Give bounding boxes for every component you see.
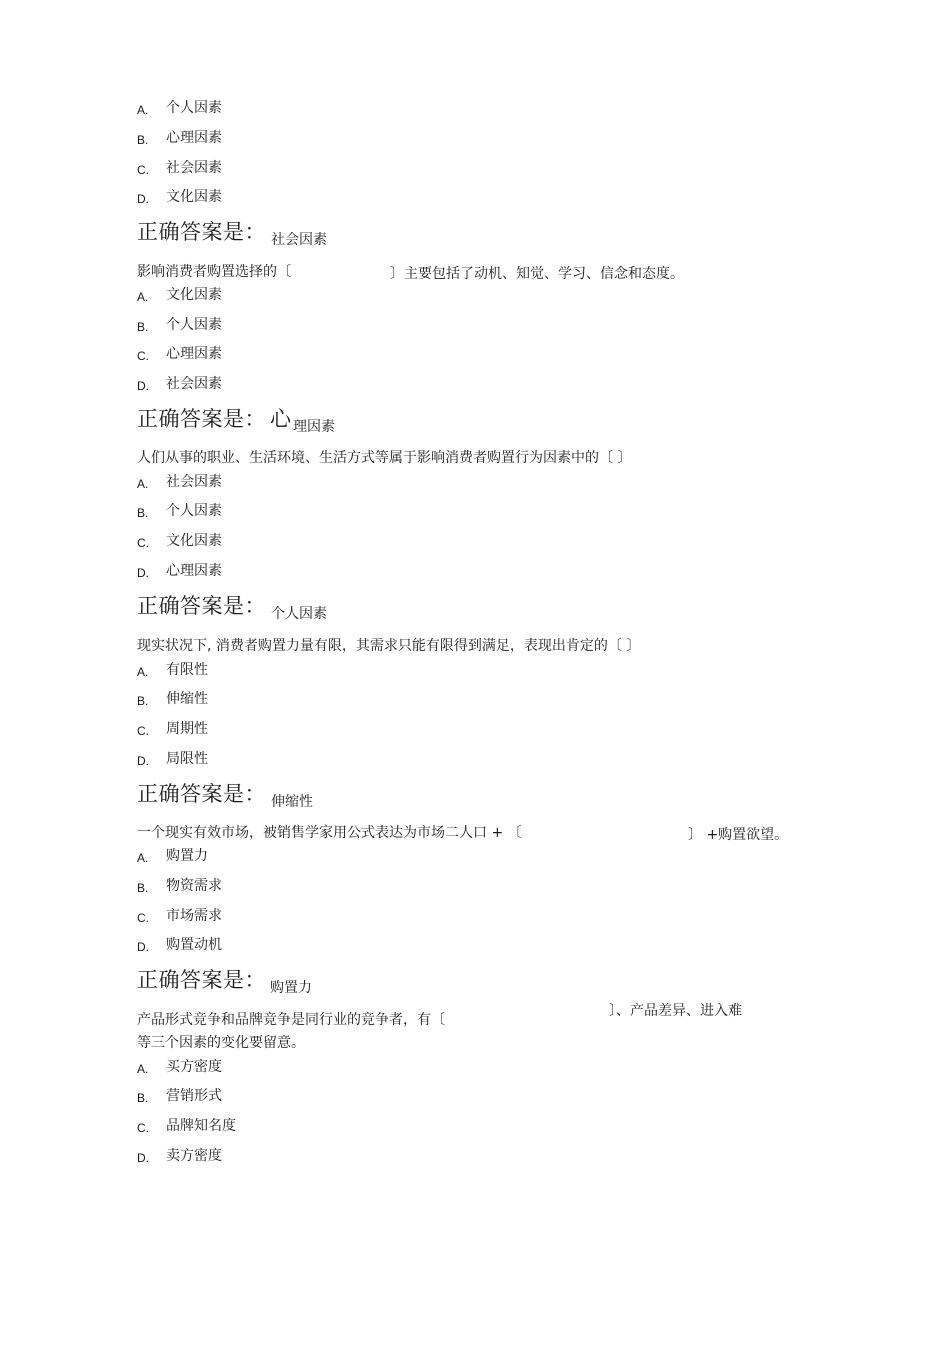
option-letter: B. xyxy=(137,694,149,708)
option-letter: D. xyxy=(137,940,149,954)
option-letter: D. xyxy=(137,379,149,393)
option-text: 心理因素 xyxy=(166,130,222,146)
answer-label: 正确答案是： xyxy=(137,407,266,431)
option-text: 物资需求 xyxy=(166,878,222,894)
answer-value: 购置力 xyxy=(270,980,312,996)
option-text: 社会因素 xyxy=(166,160,222,176)
question-stem-line-2: 等三个因素的变化要留意。 xyxy=(137,1035,305,1051)
question-stem: 影响消费者购置选择的〔 xyxy=(137,264,291,280)
option-letter: B. xyxy=(137,506,149,520)
question-stem-continued: 〕 +购置欲望。 xyxy=(688,827,789,843)
option-letter: B. xyxy=(137,1091,149,1105)
option-letter: A. xyxy=(137,1062,149,1076)
option-text: 社会因素 xyxy=(166,474,222,490)
answer-value: 个人因素 xyxy=(271,606,327,622)
question-stem: 人们从事的职业、生活环境、生活方式等属于影响消费者购置行为因素中的〔 〕 xyxy=(137,450,632,466)
option-letter: C. xyxy=(137,724,149,738)
option-text: 局限性 xyxy=(166,751,208,767)
question-stem: 一个现实有效市场，被销售学家用公式表达为市场二人口 + 〔 xyxy=(137,825,522,841)
question-stem-continued: 〕主要包括了动机、知觉、学习、信念和态度。 xyxy=(390,266,684,282)
option-letter: C. xyxy=(137,349,149,363)
option-letter: A. xyxy=(137,477,149,491)
option-text: 个人因素 xyxy=(166,503,222,519)
option-text: 有限性 xyxy=(166,662,208,678)
option-letter: A. xyxy=(137,103,149,117)
option-letter: A. xyxy=(137,665,149,679)
option-text: 周期性 xyxy=(166,721,208,737)
option-text: 个人因素 xyxy=(166,100,222,116)
option-letter: B. xyxy=(137,320,149,334)
option-letter: D. xyxy=(137,1151,149,1165)
option-text: 心理因素 xyxy=(166,346,222,362)
option-text: 买方密度 xyxy=(166,1059,222,1075)
question-stem: 产品形式竞争和品牌竞争是同行业的竞争者，有〔 xyxy=(137,1012,445,1028)
question-stem-continued: 〕、产品差异、进入难 xyxy=(609,1003,742,1019)
option-letter: D. xyxy=(137,754,149,768)
option-text: 文化因素 xyxy=(166,533,222,549)
answer-value-first-char: 心 xyxy=(270,407,291,431)
option-text: 社会因素 xyxy=(166,376,222,392)
answer-label: 正确答案是： xyxy=(137,968,266,992)
option-letter: C. xyxy=(137,1121,149,1135)
option-letter: C. xyxy=(137,911,149,925)
option-letter: B. xyxy=(137,881,149,895)
option-text: 个人因素 xyxy=(166,317,222,333)
option-text: 心理因素 xyxy=(166,563,222,579)
option-text: 文化因素 xyxy=(166,189,222,205)
option-text: 市场需求 xyxy=(166,908,222,924)
option-text: 购置动机 xyxy=(166,937,222,953)
option-text: 伸缩性 xyxy=(166,691,208,707)
answer-label: 正确答案是： xyxy=(137,782,266,806)
option-text: 购置力 xyxy=(166,848,208,864)
option-letter: C. xyxy=(137,536,149,550)
option-text: 品牌知名度 xyxy=(166,1118,236,1134)
option-letter: D. xyxy=(137,192,149,206)
option-text: 卖方密度 xyxy=(166,1148,222,1164)
option-letter: A. xyxy=(137,290,149,304)
answer-value: 社会因素 xyxy=(271,232,327,248)
answer-label: 正确答案是： xyxy=(137,220,266,244)
option-text: 文化因素 xyxy=(166,287,222,303)
option-letter: D. xyxy=(137,566,149,580)
option-letter: B. xyxy=(137,133,149,147)
answer-value: 伸缩性 xyxy=(271,794,313,810)
option-letter: A. xyxy=(137,851,149,865)
question-stem: 现实状况下, 消费者购置力量有限，其需求只能有限得到满足，表现出肯定的〔 〕 xyxy=(137,638,641,654)
option-letter: C. xyxy=(137,163,149,177)
option-text: 营销形式 xyxy=(166,1088,222,1104)
answer-label: 正确答案是： xyxy=(137,594,266,618)
answer-value-rest: 理因素 xyxy=(293,419,335,435)
